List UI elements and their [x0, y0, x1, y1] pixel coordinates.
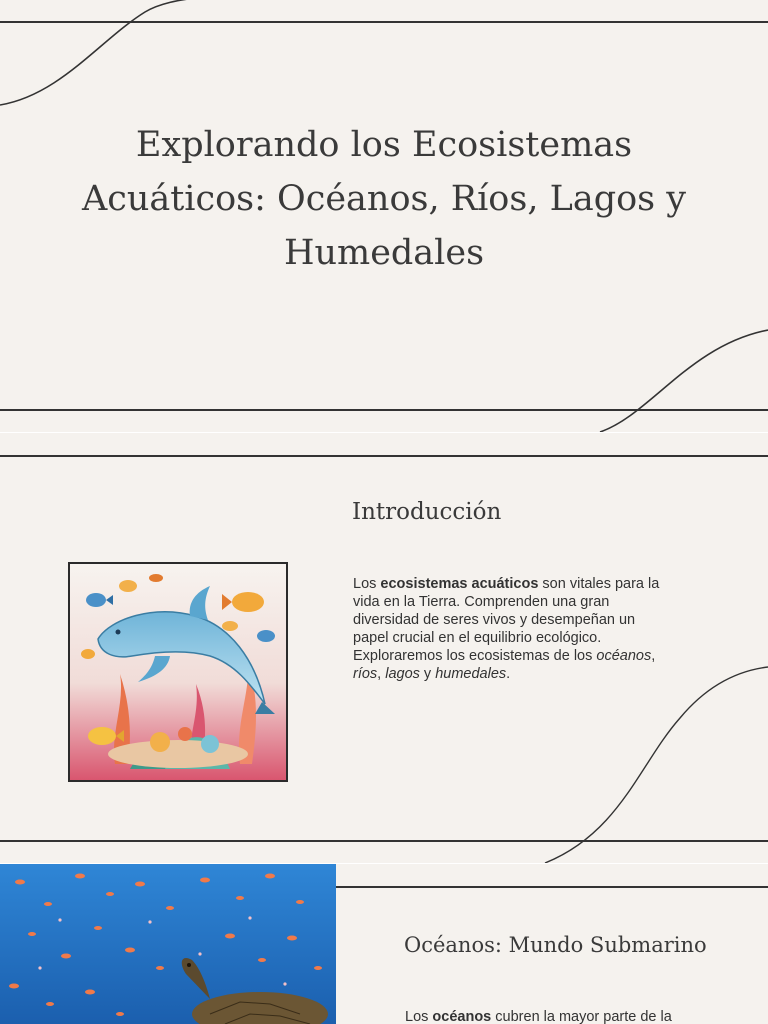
slide-oceanos: [0, 864, 768, 1024]
dolphin-image: [70, 564, 286, 780]
dolphin-illustration: [68, 562, 288, 782]
oceanos-paragraph: Los océanos cubren la mayor parte de la: [405, 1009, 672, 1024]
slide-introduccion: [0, 433, 768, 863]
intro-paragraph: Los ecosistemas acuáticos son vitales para la vida en la Tierra. Comprenden una gran diversidad de seres vivos y desempeñan un papel crucial en el equilibrio ecológico. Exploraremos los ecosistemas de los océanos, ríos, lagos y humedales.: [353, 576, 660, 682]
page-title: Explorando los Ecosistemas Acuáticos: Océanos, Ríos, Lagos y Humedales: [81, 125, 687, 273]
section-heading: Introducción: [352, 499, 502, 525]
section-heading: Océanos: Mundo Submarino: [404, 933, 707, 957]
slide-title: [0, 0, 768, 432]
